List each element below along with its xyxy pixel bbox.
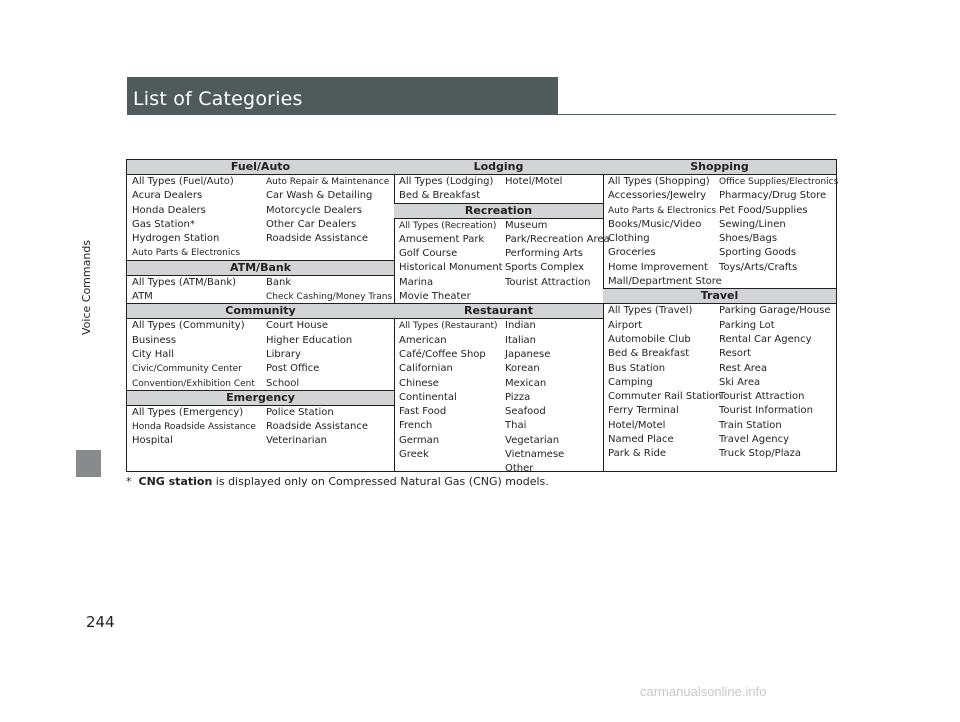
category-item: Toys/Arts/Crafts bbox=[719, 261, 798, 273]
watermark-text: carmanualsonline.info bbox=[640, 684, 767, 699]
table-row bbox=[399, 434, 603, 448]
category-item: Sporting Goods bbox=[719, 247, 797, 259]
category-item: Check Cashing/Money Trans bbox=[266, 292, 393, 303]
category-item: Auto Parts & Electronics bbox=[608, 205, 717, 216]
footnote-marker: * bbox=[126, 475, 132, 488]
category-item: French bbox=[399, 420, 433, 432]
section-items bbox=[399, 319, 603, 476]
category-item: Hydrogen Station bbox=[132, 233, 220, 245]
category-item: All Types (Shopping) bbox=[608, 176, 710, 187]
page-title: List of Categories bbox=[133, 88, 303, 110]
table-row bbox=[399, 391, 603, 405]
table-row bbox=[608, 275, 836, 289]
table-row bbox=[132, 334, 394, 348]
table-row bbox=[132, 362, 394, 376]
side-margin bbox=[72, 0, 102, 445]
table-row bbox=[132, 189, 394, 203]
table-row bbox=[132, 348, 394, 362]
category-item: Hotel/Motel bbox=[505, 176, 563, 187]
category-item: Tourist Attraction bbox=[505, 276, 591, 288]
category-item: Airport bbox=[608, 319, 643, 331]
column-3 bbox=[603, 160, 839, 471]
category-item: Other bbox=[505, 463, 534, 475]
table-row bbox=[608, 404, 836, 418]
column-1 bbox=[127, 160, 395, 471]
category-item: Park/Recreation Area bbox=[505, 233, 610, 245]
table-row bbox=[399, 319, 603, 333]
category-item: Movie Theater bbox=[399, 291, 471, 303]
category-item: Resort bbox=[719, 348, 752, 360]
category-item: Library bbox=[266, 348, 301, 360]
section-items bbox=[132, 276, 394, 305]
table-row bbox=[132, 276, 394, 290]
section-header: ATM/Bank bbox=[127, 260, 394, 276]
category-item: Bed & Breakfast bbox=[608, 348, 690, 360]
table-row bbox=[132, 246, 394, 260]
category-item: Honda Roadside Assistance bbox=[132, 422, 256, 433]
table-row bbox=[399, 175, 603, 189]
category-item: Clothing bbox=[608, 233, 650, 245]
section-items bbox=[608, 175, 839, 289]
category-item: All Types (Recreation) bbox=[399, 220, 497, 231]
section-items bbox=[399, 219, 610, 305]
section-header: Restaurant bbox=[394, 303, 603, 319]
table-row bbox=[608, 447, 836, 461]
table-row bbox=[399, 247, 603, 261]
category-item: Indian bbox=[505, 320, 536, 332]
table-row bbox=[608, 204, 836, 218]
category-item: Ferry Terminal bbox=[608, 405, 679, 417]
table-row bbox=[608, 433, 836, 447]
category-item: Gas Station* bbox=[132, 218, 195, 230]
category-item: Veterinarian bbox=[266, 435, 328, 447]
category-item: Park & Ride bbox=[608, 448, 666, 460]
category-item: All Types (Fuel/Auto) bbox=[132, 176, 234, 187]
table-row bbox=[608, 304, 836, 318]
category-item: Italian bbox=[505, 334, 537, 346]
category-item: Fast Food bbox=[399, 406, 447, 418]
section-items bbox=[608, 304, 836, 461]
section-items bbox=[132, 175, 394, 261]
category-item: All Types (Lodging) bbox=[399, 176, 494, 187]
category-item: Car Wash & Detailing bbox=[266, 190, 373, 202]
category-item: Acura Dealers bbox=[132, 190, 203, 202]
category-item: Thai bbox=[505, 420, 527, 432]
table-row bbox=[132, 204, 394, 218]
category-item: School bbox=[266, 377, 300, 389]
category-item: Mexican bbox=[505, 377, 547, 389]
table-row bbox=[399, 233, 610, 247]
category-item: Sewing/Linen bbox=[719, 218, 786, 230]
category-item: German bbox=[399, 434, 440, 446]
category-item: Pharmacy/Drug Store bbox=[719, 190, 827, 202]
category-item: Pet Food/Supplies bbox=[719, 204, 808, 216]
category-item: Commuter Rail Station bbox=[608, 391, 722, 403]
category-item: Camping bbox=[608, 376, 653, 388]
category-item: Vegetarian bbox=[505, 434, 560, 446]
category-item: Amusement Park bbox=[399, 233, 485, 245]
table-row bbox=[132, 175, 394, 189]
table-row bbox=[608, 347, 836, 361]
category-item: Mall/Department Store bbox=[608, 276, 722, 288]
category-item: Civic/Community Center bbox=[132, 364, 242, 375]
category-item: Post Office bbox=[266, 363, 320, 375]
footnote-term: CNG station bbox=[138, 475, 213, 488]
table-row bbox=[608, 362, 836, 376]
category-item: Japanese bbox=[505, 348, 551, 360]
table-row bbox=[399, 290, 603, 304]
category-item: Tourist Attraction bbox=[719, 391, 805, 403]
section-items bbox=[132, 406, 394, 449]
category-item: Automobile Club bbox=[608, 333, 691, 345]
table-row bbox=[608, 319, 836, 333]
table-row bbox=[132, 434, 394, 448]
section-header: Shopping bbox=[603, 160, 836, 175]
category-item: Groceries bbox=[608, 247, 656, 259]
category-item: Historical Monument bbox=[399, 262, 503, 274]
table-row bbox=[399, 448, 603, 462]
table-row bbox=[132, 377, 394, 391]
category-item: Business bbox=[132, 334, 177, 346]
table-row bbox=[399, 419, 603, 433]
category-item: Hospital bbox=[132, 435, 173, 447]
table-row bbox=[608, 218, 836, 232]
category-item: All Types (Restaurant) bbox=[399, 321, 498, 332]
section-side-label: Voice Commands bbox=[80, 239, 93, 335]
table-row bbox=[608, 246, 836, 260]
category-item: City Hall bbox=[132, 348, 174, 360]
title-rule bbox=[558, 114, 836, 115]
section-header: Community bbox=[127, 303, 394, 319]
footnote bbox=[126, 475, 549, 488]
column-2 bbox=[394, 160, 610, 475]
category-item: Truck Stop/Plaza bbox=[719, 448, 801, 460]
category-item: Parking Garage/House bbox=[719, 305, 831, 317]
category-item: Korean bbox=[505, 363, 540, 375]
category-item: Pizza bbox=[505, 391, 531, 403]
category-item: Travel Agency bbox=[719, 434, 789, 446]
category-item: All Types (ATM/Bank) bbox=[132, 276, 237, 288]
category-item: Marina bbox=[399, 276, 434, 288]
table-row bbox=[399, 261, 603, 275]
category-item: All Types (Community) bbox=[132, 320, 245, 332]
table-row bbox=[608, 333, 836, 347]
category-item: Roadside Assistance bbox=[266, 421, 369, 433]
category-item: Bank bbox=[266, 276, 292, 288]
category-item: Parking Lot bbox=[719, 319, 775, 331]
category-item: Seafood bbox=[505, 406, 546, 418]
footnote-text: is displayed only on Compressed Natural Gas (CNG) models. bbox=[212, 475, 549, 488]
table-row bbox=[608, 419, 836, 433]
page-number: 244 bbox=[86, 613, 115, 631]
category-item: Performing Arts bbox=[505, 248, 583, 260]
category-item: Rest Area bbox=[719, 362, 767, 374]
category-item: ATM bbox=[132, 291, 153, 303]
table-row bbox=[399, 405, 603, 419]
table-row bbox=[132, 218, 394, 232]
category-item: Home Improvement bbox=[608, 261, 708, 273]
table-row bbox=[608, 175, 839, 189]
table-row bbox=[608, 232, 836, 246]
section-header: Recreation bbox=[394, 203, 603, 219]
category-item: Tourist Information bbox=[719, 405, 813, 417]
category-item: Café/Coffee Shop bbox=[399, 348, 486, 360]
table-row bbox=[399, 334, 603, 348]
category-item: All Types (Travel) bbox=[608, 305, 693, 317]
category-item: Golf Course bbox=[399, 248, 458, 260]
category-item: Bed & Breakfast bbox=[399, 190, 481, 202]
category-item: Named Place bbox=[608, 434, 674, 446]
category-item: Museum bbox=[505, 219, 548, 231]
category-item: Train Station bbox=[719, 419, 782, 431]
category-item: Auto Repair & Maintenance bbox=[266, 177, 390, 187]
table-row bbox=[132, 319, 394, 333]
table-row bbox=[132, 420, 394, 434]
category-item: Greek bbox=[399, 449, 429, 461]
table-row bbox=[608, 376, 836, 390]
category-item: Vietnamese bbox=[505, 449, 565, 461]
section-header: Lodging bbox=[394, 160, 603, 175]
table-row bbox=[399, 189, 603, 203]
table-row bbox=[608, 390, 836, 404]
table-row bbox=[132, 290, 394, 304]
category-item: Other Car Dealers bbox=[266, 218, 357, 230]
category-item: Books/Music/Video bbox=[608, 218, 702, 230]
category-item: Continental bbox=[399, 391, 457, 403]
category-item: Auto Parts & Electronics bbox=[132, 248, 241, 259]
category-item: Accessories/Jewelry bbox=[608, 190, 707, 202]
category-item: Hotel/Motel bbox=[608, 419, 666, 431]
table-row bbox=[399, 276, 603, 290]
category-item: Honda Dealers bbox=[132, 204, 206, 216]
category-item: Higher Education bbox=[266, 334, 353, 346]
category-item: Chinese bbox=[399, 377, 439, 389]
category-item: Shoes/Bags bbox=[719, 233, 778, 245]
categories-table bbox=[126, 159, 839, 475]
category-item: Sports Complex bbox=[505, 262, 585, 274]
category-item: Ski Area bbox=[719, 376, 761, 388]
section-items bbox=[132, 319, 394, 390]
table-row bbox=[399, 377, 603, 391]
category-item: Roadside Assistance bbox=[266, 233, 369, 245]
section-items bbox=[399, 175, 603, 204]
category-item: Motorcycle Dealers bbox=[266, 204, 362, 216]
category-item: Rental Car Agency bbox=[719, 333, 812, 345]
category-item: Office Supplies/Electronics bbox=[719, 177, 839, 187]
table-row bbox=[608, 261, 836, 275]
section-tab-marker bbox=[76, 450, 101, 477]
section-header: Fuel/Auto bbox=[127, 160, 394, 175]
section-header: Travel bbox=[603, 288, 836, 304]
category-item: Court House bbox=[266, 320, 328, 332]
category-item: Californian bbox=[399, 363, 453, 375]
table-row bbox=[399, 219, 603, 233]
table-row bbox=[399, 362, 603, 376]
category-item: Bus Station bbox=[608, 362, 666, 374]
category-item: All Types (Emergency) bbox=[132, 406, 244, 418]
section-header: Emergency bbox=[127, 390, 394, 406]
table-row bbox=[132, 406, 394, 420]
table-row bbox=[399, 348, 603, 362]
category-item: Convention/Exhibition Cent bbox=[132, 378, 255, 389]
table-row bbox=[608, 189, 836, 203]
table-row bbox=[132, 232, 394, 246]
category-item: American bbox=[399, 334, 447, 346]
category-item: Police Station bbox=[266, 406, 334, 418]
